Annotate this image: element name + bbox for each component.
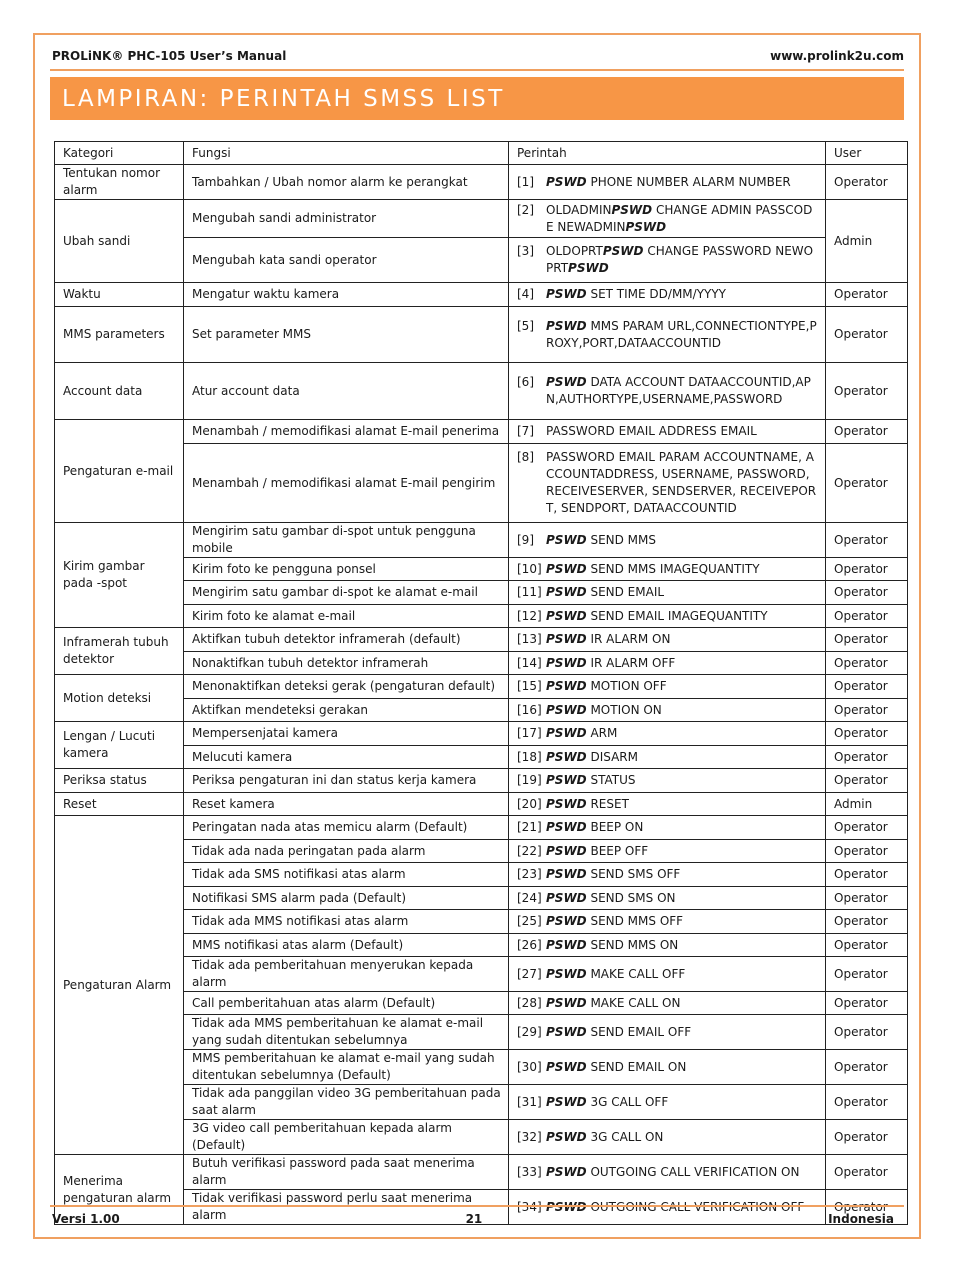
function-cell: Mengirim satu gambar di-spot untuk pengguna mobile — [184, 523, 509, 558]
password-placeholder: PSWD — [546, 1094, 587, 1109]
command-fragment: MAKE CALL OFF — [586, 966, 686, 981]
command-text — [546, 423, 819, 440]
command-fragment: OLDADMIN — [546, 202, 612, 217]
password-placeholder: PSWD — [546, 820, 587, 834]
function-cell: Mengatur waktu kamera — [184, 283, 509, 307]
page-footer — [52, 1210, 894, 1227]
command-fragment: PASSWORD EMAIL PARAM ACCOUNTNAME, ACCOUNTADDRESS, USERNAME, PASSWORD, RECEIVESERVER, SENDSERVER, RECEIVEPORT, SENDPORT, DATAACCOUNTID — [546, 450, 817, 515]
function-cell: Melucuti kamera — [184, 746, 509, 769]
command-cell — [509, 840, 826, 863]
command-fragment: SEND EMAIL — [586, 585, 665, 599]
password-placeholder: PSWD — [568, 261, 609, 275]
command-cell — [509, 652, 826, 675]
user-cell: Operator — [826, 1015, 908, 1050]
command-number: [13] — [517, 632, 542, 646]
footer-rule — [50, 1205, 904, 1207]
function-cell: Tidak verifikasi password perlu saat menerima alarm — [184, 1190, 509, 1225]
category-cell: Tentukan nomor alarm — [55, 165, 184, 200]
table-row — [55, 793, 908, 816]
category-cell: Motion deteksi — [55, 675, 184, 722]
section-banner — [50, 77, 904, 120]
command-cell — [509, 746, 826, 769]
command-fragment: ARM — [586, 726, 618, 740]
command-cell — [509, 307, 826, 363]
category-cell: Lengan / Lucuti kamera — [55, 722, 184, 769]
table-row — [55, 307, 908, 363]
password-placeholder: PSWD — [546, 1164, 587, 1179]
page-header — [52, 47, 904, 64]
command-fragment: SEND MMS IMAGEQUANTITY — [586, 561, 760, 576]
password-placeholder: PSWD — [546, 1129, 587, 1144]
command-fragment: IR ALARM ON — [586, 632, 671, 646]
command-cell — [509, 1120, 826, 1155]
command-text — [546, 1164, 819, 1181]
command-text — [546, 966, 819, 983]
command-fragment: DISARM — [586, 749, 638, 764]
command-cell — [509, 420, 826, 444]
command-fragment: SEND SMS OFF — [586, 867, 681, 881]
user-cell: Operator — [826, 1120, 908, 1155]
table-row — [55, 363, 908, 420]
command-number: [30] — [517, 1059, 542, 1074]
command-cell — [509, 523, 826, 558]
password-placeholder: PSWD — [546, 867, 587, 881]
function-cell: Tidak ada MMS notifikasi atas alarm — [184, 910, 509, 934]
command-text — [546, 631, 819, 648]
table-row — [55, 523, 908, 558]
command-fragment: PASSWORD EMAIL ADDRESS EMAIL — [546, 424, 757, 438]
category-cell: Menerima pengaturan alarm — [55, 1155, 184, 1225]
user-cell: Operator — [826, 363, 908, 420]
command-fragment: CHANGE ADMIN PASSCODE NEWADMIN — [546, 202, 813, 234]
function-cell: Call pemberitahuan atas alarm (Default) — [184, 992, 509, 1015]
password-placeholder: PSWD — [546, 1024, 587, 1039]
user-cell: Operator — [826, 863, 908, 887]
command-fragment: IR ALARM OFF — [586, 655, 676, 670]
command-number: [5] — [517, 318, 534, 333]
command-fragment: MMS PARAM URL,CONNECTIONTYPE,PROXY,PORT,DATAACCOUNTID — [546, 318, 817, 350]
function-cell: Kirim foto ke pengguna ponsel — [184, 558, 509, 581]
command-text — [546, 678, 819, 695]
function-cell: Atur account data — [184, 363, 509, 420]
password-placeholder: PSWD — [546, 561, 587, 576]
user-cell: Operator — [826, 652, 908, 675]
user-cell: Operator — [826, 1050, 908, 1085]
command-fragment: MOTION OFF — [586, 679, 667, 693]
command-number: [26] — [517, 937, 542, 952]
command-number: [24] — [517, 890, 542, 905]
command-cell — [509, 769, 826, 793]
command-number: [3] — [517, 244, 534, 258]
user-cell: Operator — [826, 558, 908, 581]
command-text — [546, 532, 819, 549]
command-text — [546, 584, 819, 601]
function-cell: Peringatan nada atas memicu alarm (Default) — [184, 816, 509, 840]
command-cell — [509, 1050, 826, 1085]
command-number: [17] — [517, 726, 542, 740]
command-fragment: 3G CALL ON — [586, 1129, 664, 1144]
version-label: Versi 1.00 — [52, 1211, 120, 1226]
command-text — [546, 561, 819, 578]
command-cell — [509, 816, 826, 840]
function-cell: Tambahkan / Ubah nomor alarm ke perangkat — [184, 165, 509, 200]
command-fragment: SEND SMS ON — [586, 890, 676, 905]
command-text — [546, 655, 819, 672]
website-url: www.prolink2u.com — [770, 48, 904, 63]
password-placeholder: PSWD — [546, 726, 587, 740]
function-cell: Butuh verifikasi password pada saat menerima alarm — [184, 1155, 509, 1190]
category-cell: Periksa status — [55, 769, 184, 793]
category-cell: Kirim gambar pada -spot — [55, 523, 184, 628]
password-placeholder: PSWD — [546, 773, 587, 787]
command-number: [1] — [517, 174, 534, 189]
category-cell: Account data — [55, 363, 184, 420]
command-number: [14] — [517, 655, 542, 670]
user-cell: Operator — [826, 746, 908, 769]
password-placeholder: PSWD — [546, 532, 587, 547]
user-cell: Operator — [826, 165, 908, 200]
command-number: [2] — [517, 202, 534, 217]
password-placeholder: PSWD — [546, 966, 587, 981]
password-placeholder: PSWD — [546, 655, 587, 670]
function-cell: 3G video call pemberitahuan kepada alarm (Default) — [184, 1120, 509, 1155]
command-text — [546, 772, 819, 789]
category-cell: Ubah sandi — [55, 200, 184, 283]
command-text — [546, 819, 819, 836]
user-cell: Operator — [826, 1085, 908, 1120]
command-cell — [509, 699, 826, 722]
command-number: [31] — [517, 1094, 542, 1109]
user-cell: Operator — [826, 283, 908, 307]
user-cell: Operator — [826, 934, 908, 957]
column-header: Perintah — [509, 142, 826, 165]
command-cell — [509, 628, 826, 652]
password-placeholder: PSWD — [546, 174, 587, 189]
function-cell: Tidak ada panggilan video 3G pemberitahuan pada saat alarm — [184, 1085, 509, 1120]
command-cell — [509, 887, 826, 910]
command-number: [16] — [517, 702, 542, 717]
user-cell: Operator — [826, 887, 908, 910]
command-text — [546, 286, 819, 303]
category-cell: MMS parameters — [55, 307, 184, 363]
function-cell: Kirim foto ke alamat e-mail — [184, 605, 509, 628]
command-fragment: RESET — [586, 796, 629, 811]
table-row — [55, 769, 908, 793]
command-text — [546, 995, 819, 1012]
password-placeholder: PSWD — [546, 287, 587, 301]
function-cell: Aktifkan tubuh detektor inframerah (default) — [184, 628, 509, 652]
user-cell: Admin — [826, 200, 908, 283]
command-cell — [509, 957, 826, 992]
column-header: User — [826, 142, 908, 165]
password-placeholder: PSWD — [625, 219, 667, 234]
command-number: [27] — [517, 966, 542, 981]
command-cell — [509, 581, 826, 605]
page-number: 21 — [465, 1211, 483, 1226]
command-cell — [509, 283, 826, 307]
user-cell: Operator — [826, 1155, 908, 1190]
category-cell: Waktu — [55, 283, 184, 307]
function-cell: Aktifkan mendeteksi gerakan — [184, 699, 509, 722]
table-row — [55, 200, 908, 238]
command-cell — [509, 1085, 826, 1120]
command-fragment: SEND EMAIL OFF — [586, 1024, 692, 1039]
function-cell: Tidak ada MMS pemberitahuan ke alamat e-mail yang sudah ditentukan sebelumnya — [184, 1015, 509, 1050]
function-cell: MMS notifikasi atas alarm (Default) — [184, 934, 509, 957]
command-cell — [509, 934, 826, 957]
command-text — [546, 1059, 819, 1076]
user-cell: Operator — [826, 957, 908, 992]
command-number: [29] — [517, 1024, 542, 1039]
command-number: [20] — [517, 796, 542, 811]
user-cell: Operator — [826, 605, 908, 628]
language-label: Indonesia — [828, 1211, 894, 1226]
command-cell — [509, 863, 826, 887]
password-placeholder: PSWD — [546, 995, 587, 1010]
command-fragment: SEND EMAIL ON — [586, 1059, 687, 1074]
column-header: Fungsi — [184, 142, 509, 165]
command-number: [6] — [517, 375, 534, 389]
command-cell — [509, 605, 826, 628]
command-fragment: STATUS — [586, 773, 636, 787]
command-text — [546, 749, 819, 766]
function-cell: Set parameter MMS — [184, 307, 509, 363]
table-row — [55, 675, 908, 699]
function-cell: Tidak ada nada peringatan pada alarm — [184, 840, 509, 863]
command-fragment: SET TIME DD/MM/YYYY — [586, 287, 727, 301]
function-cell: Periksa pengaturan ini dan status kerja kamera — [184, 769, 509, 793]
manual-title: PROLiNK® PHC-105 User’s Manual — [52, 48, 287, 63]
command-cell — [509, 793, 826, 816]
category-cell: Pengaturan Alarm — [55, 816, 184, 1155]
command-number: [25] — [517, 914, 542, 928]
command-fragment: MAKE CALL ON — [586, 995, 681, 1010]
user-cell: Operator — [826, 910, 908, 934]
command-fragment: OLDOPRT — [546, 244, 603, 258]
command-number: [32] — [517, 1129, 542, 1144]
command-cell — [509, 558, 826, 581]
table-row — [55, 283, 908, 307]
command-number: [10] — [517, 561, 542, 576]
command-text — [546, 174, 819, 191]
function-cell: Mempersenjatai kamera — [184, 722, 509, 746]
command-text — [546, 725, 819, 742]
function-cell: Mengubah kata sandi operator — [184, 238, 509, 283]
command-fragment: OUTGOING CALL VERIFICATION ON — [586, 1164, 800, 1179]
function-cell: Mengirim satu gambar di-spot ke alamat e-mail — [184, 581, 509, 605]
command-cell — [509, 1015, 826, 1050]
command-number: [15] — [517, 679, 542, 693]
command-fragment: SEND MMS OFF — [586, 914, 684, 928]
command-cell — [509, 675, 826, 699]
password-placeholder: PSWD — [611, 202, 653, 217]
password-placeholder: PSWD — [546, 375, 587, 389]
command-number: [11] — [517, 585, 542, 599]
command-text — [546, 374, 819, 408]
command-text — [546, 866, 819, 883]
command-fragment: MOTION ON — [586, 702, 662, 717]
table-row — [55, 816, 908, 840]
command-number: [28] — [517, 995, 542, 1010]
password-placeholder: PSWD — [546, 585, 587, 599]
command-fragment: DATA ACCOUNT DATAACCOUNTID,APN,AUTHORTYPE,USERNAME,PASSWORD — [546, 375, 811, 406]
password-placeholder: PSWD — [546, 843, 587, 858]
command-number: [7] — [517, 424, 534, 438]
command-text — [546, 318, 819, 352]
command-text — [546, 890, 819, 907]
table-row — [55, 1155, 908, 1190]
column-header: Kategori — [55, 142, 184, 165]
command-cell — [509, 165, 826, 200]
command-text — [546, 608, 819, 625]
password-placeholder: PSWD — [546, 914, 587, 928]
user-cell: Operator — [826, 307, 908, 363]
command-number: [9] — [517, 532, 534, 547]
command-number: [21] — [517, 820, 542, 834]
password-placeholder: PSWD — [546, 632, 587, 646]
command-text — [546, 243, 819, 277]
command-text — [546, 1024, 819, 1041]
user-cell: Operator — [826, 675, 908, 699]
command-fragment: CHANGE PASSWORD NEWOPRT — [546, 244, 814, 275]
password-placeholder: PSWD — [546, 749, 587, 764]
command-fragment: SEND MMS ON — [586, 937, 679, 952]
command-number: [18] — [517, 749, 542, 764]
password-placeholder: PSWD — [602, 244, 644, 258]
function-cell: Menambah / memodifikasi alamat E-mail pengirim — [184, 444, 509, 523]
command-text — [546, 937, 819, 954]
command-number: [22] — [517, 843, 542, 858]
command-number: [33] — [517, 1164, 542, 1179]
table-row — [55, 628, 908, 652]
function-cell: Nonaktifkan tubuh detektor inframerah — [184, 652, 509, 675]
user-cell: Operator — [826, 523, 908, 558]
user-cell: Admin — [826, 793, 908, 816]
user-cell: Operator — [826, 628, 908, 652]
command-number: [19] — [517, 773, 542, 787]
user-cell: Operator — [826, 420, 908, 444]
user-cell: Operator — [826, 722, 908, 746]
user-cell: Operator — [826, 840, 908, 863]
command-cell — [509, 444, 826, 523]
user-cell: Operator — [826, 992, 908, 1015]
command-text — [546, 1129, 819, 1146]
command-cell — [509, 722, 826, 746]
table-row — [55, 420, 908, 444]
user-cell: Operator — [826, 444, 908, 523]
table-row — [55, 722, 908, 746]
user-cell: Operator — [826, 699, 908, 722]
command-fragment: BEEP OFF — [586, 843, 649, 858]
password-placeholder: PSWD — [546, 608, 587, 623]
table-row — [55, 165, 908, 200]
command-cell — [509, 200, 826, 238]
header-rule — [50, 69, 904, 71]
command-fragment: SEND EMAIL IMAGEQUANTITY — [586, 608, 768, 623]
password-placeholder: PSWD — [546, 796, 587, 811]
command-cell — [509, 363, 826, 420]
password-placeholder: PSWD — [546, 890, 587, 905]
command-text — [546, 1094, 819, 1111]
sms-command-table — [54, 141, 908, 1225]
command-text — [546, 449, 819, 517]
function-cell: Reset kamera — [184, 793, 509, 816]
category-cell: Reset — [55, 793, 184, 816]
function-cell: Tidak ada pemberitahuan menyerukan kepada alarm — [184, 957, 509, 992]
user-cell: Operator — [826, 769, 908, 793]
password-placeholder: PSWD — [546, 318, 587, 333]
command-fragment: 3G CALL OFF — [586, 1094, 669, 1109]
function-cell: Tidak ada SMS notifikasi atas alarm — [184, 863, 509, 887]
command-text — [546, 843, 819, 860]
user-cell: Operator — [826, 816, 908, 840]
command-fragment: SEND MMS — [586, 532, 657, 547]
function-cell: Notifikasi SMS alarm pada (Default) — [184, 887, 509, 910]
user-cell: Operator — [826, 581, 908, 605]
command-cell — [509, 238, 826, 283]
password-placeholder: PSWD — [546, 679, 587, 693]
function-cell: Menonaktifkan deteksi gerak (pengaturan default) — [184, 675, 509, 699]
category-cell: Inframerah tubuh detektor — [55, 628, 184, 675]
category-cell: Pengaturan e-mail — [55, 420, 184, 523]
command-number: [23] — [517, 867, 542, 881]
function-cell: Mengubah sandi administrator — [184, 200, 509, 238]
command-fragment: PHONE NUMBER ALARM NUMBER — [586, 174, 791, 189]
command-number: [12] — [517, 608, 542, 623]
password-placeholder: PSWD — [546, 937, 587, 952]
command-cell — [509, 910, 826, 934]
command-text — [546, 796, 819, 813]
command-text — [546, 702, 819, 719]
function-cell: Menambah / memodifikasi alamat E-mail penerima — [184, 420, 509, 444]
table-header-row — [55, 142, 908, 165]
password-placeholder: PSWD — [546, 702, 587, 717]
function-cell: MMS pemberitahuan ke alamat e-mail yang sudah ditentukan sebelumnya (Default) — [184, 1050, 509, 1085]
command-fragment: BEEP ON — [586, 820, 644, 834]
command-cell — [509, 992, 826, 1015]
command-text — [546, 913, 819, 930]
command-number: [4] — [517, 287, 534, 301]
command-text — [546, 202, 819, 236]
section-title: LAMPIRAN: PERINTAH SMSS LIST — [62, 85, 505, 112]
command-number: [8] — [517, 450, 534, 464]
password-placeholder: PSWD — [546, 1059, 587, 1074]
command-cell — [509, 1155, 826, 1190]
